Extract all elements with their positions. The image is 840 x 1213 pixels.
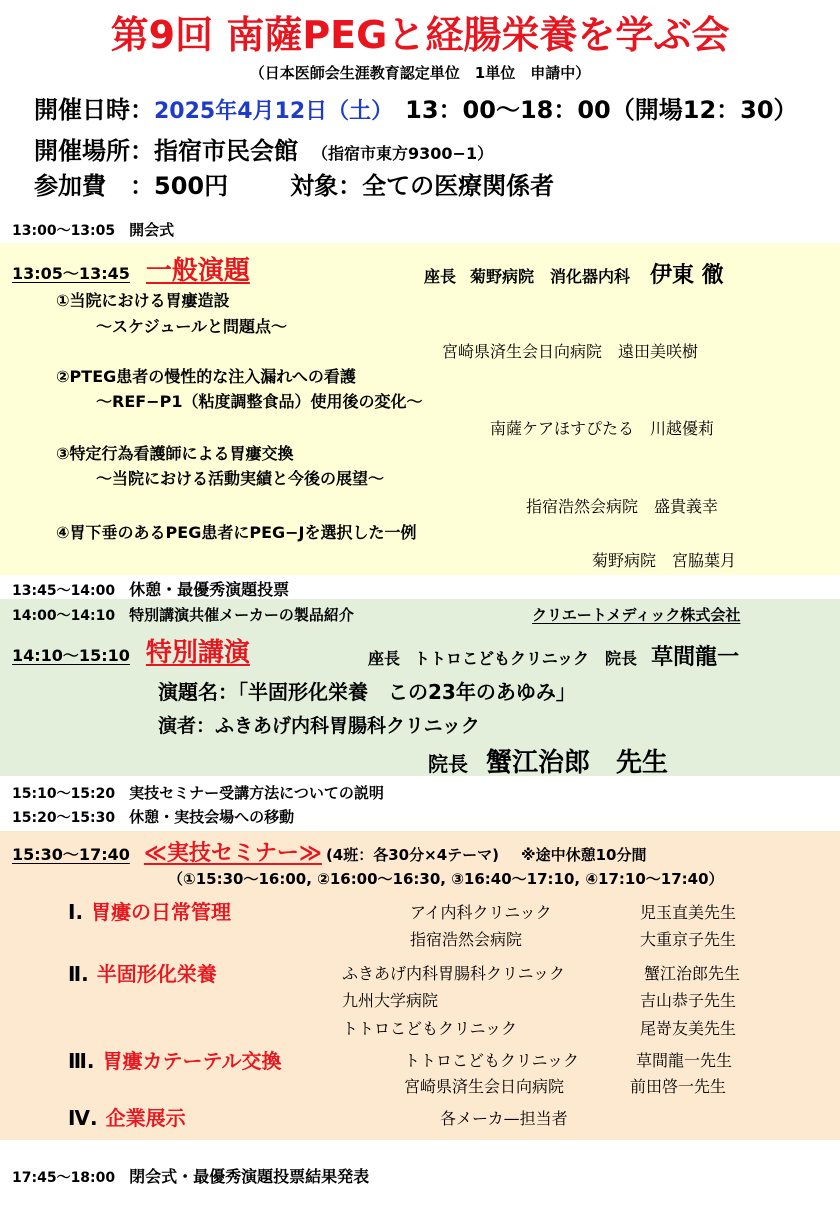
page-subtitle: （日本医師会生涯教育認定単位 1単位 申請中） (249, 64, 591, 82)
opening-row (12, 219, 174, 240)
seminar-note: (4班：各30分×4テーマ) (325, 846, 499, 864)
special-speaker-name: 蟹江治郎 先生 (486, 748, 669, 778)
general-header (12, 250, 250, 287)
date-line (34, 90, 798, 125)
break2-row (12, 806, 294, 827)
special-time: 14:10〜15:10 (12, 646, 130, 665)
special-chair-affiliation: トトロこどもクリニック 院長 (414, 649, 638, 668)
special-speaker-role: 院長 (428, 752, 468, 776)
theme-2-name-2: 吉山恭子先生 (640, 991, 737, 1010)
target-label: 対象： (290, 172, 363, 200)
theme-3-name-2: 前田啓一先生 (630, 1077, 727, 1096)
special-topic: 演題名：「半固形化栄養 この23年のあゆみ」 (158, 680, 576, 704)
seminar-header (12, 836, 646, 867)
fee-label: 参加費 ： (34, 172, 154, 200)
sponsor-time: 14:00〜14:10 (12, 608, 116, 624)
sponsor-company: クリエートメディック株式会社 (532, 606, 741, 624)
date-label: 開催日時： (34, 96, 154, 124)
theme-3-number: Ⅲ. (68, 1049, 95, 1073)
target-value: 全ての医療関係者 (362, 172, 555, 200)
theme-1-title: 胃瘻の日常管理 (91, 900, 232, 924)
special-header (12, 632, 250, 669)
closing-row (12, 1164, 369, 1187)
break1-row (12, 577, 289, 600)
theme-1-heading (68, 896, 231, 925)
general-time: 13:05〜13:45 (12, 264, 130, 283)
talk-3-speaker: 指宿浩然会病院 盛貴義幸 (526, 497, 719, 516)
talk-1-title: ①当院における胃瘻造設 (56, 291, 230, 310)
theme-1-org-2: 指宿浩然会病院 (410, 930, 523, 949)
venue-label: 開催場所： (34, 137, 154, 165)
theme-2-number: Ⅱ. (68, 962, 89, 986)
special-chair-name: 草間龍一 (651, 645, 740, 670)
theme-4-title: 企業展示 (105, 1106, 186, 1130)
break1-label: 休憩・最優秀演題投票 (129, 580, 290, 599)
time-value: 13：00〜18：00（開場12：30） (405, 96, 798, 124)
theme-2-org-2: 九州大学病院 (342, 991, 439, 1010)
explain-time: 15:10〜15:20 (12, 786, 116, 802)
special-speaker (428, 742, 668, 779)
venue-value: 指宿市民会館 (154, 137, 298, 165)
general-chair (424, 258, 724, 289)
theme-4-org-1: 各メーカ—担当者 (440, 1109, 568, 1128)
talk-2-title: ②PTEG患者の慢性的な注入漏れへの看護 (56, 367, 356, 386)
theme-1-name-2: 大重京子先生 (640, 930, 737, 949)
explain-row (12, 782, 384, 803)
theme-4-number: Ⅳ. (68, 1106, 98, 1130)
theme-2-name-1: 蟹江治郎先生 (644, 964, 741, 983)
special-chair-label: 座長 (368, 649, 401, 668)
talk-4-title: ④胃下垂のあるPEG患者にPEG−Jを選択した一例 (56, 523, 417, 542)
special-label: 特別講演 (145, 638, 250, 668)
special-speaker-line: 演者：ふきあげ内科胃腸科クリニック (158, 715, 480, 737)
talk-1-speaker: 宮崎県済生会日向病院 遠田美咲樹 (442, 342, 699, 361)
break2-label: 休憩・実技会場への移動 (129, 808, 295, 826)
talk-3-title: ③特定行為看護師による胃瘻交換 (56, 444, 294, 463)
venue-address: （指宿市東方9300−1） (312, 144, 494, 163)
theme-1-name-1: 児玉直美先生 (640, 903, 737, 922)
closing-time: 17:45〜18:00 (12, 1170, 116, 1186)
theme-2-title: 半固形化栄養 (96, 962, 217, 986)
seminar-break-note: ※途中休憩10分間 (520, 846, 647, 864)
talk-2-subtitle: 〜REF−P1（粘度調整食品）使用後の変化〜 (96, 392, 423, 411)
explain-label: 実技セミナー受講方法についての説明 (129, 784, 384, 802)
seminar-slots: （①15:30〜16:00, ②16:00〜16:30, ③16:40〜17:10, ④17:10〜17:40） (168, 870, 724, 888)
general-chair-name: 伊東 徹 (650, 263, 724, 288)
talk-4-speaker: 菊野病院 宮脇葉月 (592, 551, 737, 570)
closing-label: 閉会式・最優秀演題投票結果発表 (129, 1167, 370, 1186)
special-chair (368, 640, 739, 671)
seminar-label: ≪実技セミナー≫ (143, 841, 322, 866)
theme-2-heading (68, 958, 217, 987)
theme-3-name-1: 草間龍一先生 (636, 1051, 733, 1070)
break2-time: 15:20〜15:30 (12, 810, 116, 826)
theme-3-org-2: 宮崎県済生会日向病院 (404, 1077, 565, 1096)
theme-1-number: Ⅰ. (68, 900, 84, 924)
general-label: 一般演題 (145, 256, 250, 286)
general-chair-label: 座長 (424, 267, 457, 286)
fee-value: 500円 (154, 172, 229, 200)
talk-1-subtitle: 〜スケジュールと問題点〜 (96, 317, 288, 336)
opening-time: 13:00〜13:05 (12, 223, 116, 239)
page-title: 第9回 南薩PEGと経腸栄養を学ぶ会 (110, 13, 730, 57)
theme-1-org-1: アイ内科クリニック (410, 903, 552, 922)
seminar-time: 15:30〜17:40 (12, 845, 130, 864)
break1-time: 13:45〜14:00 (12, 583, 116, 599)
theme-3-org-1: トトロこどもクリニック (404, 1051, 580, 1070)
talk-2-speaker: 南薩ケアほすぴたる 川越優莉 (490, 419, 715, 438)
venue-line (34, 131, 493, 166)
date-value: 2025年4月12日（土） (154, 99, 394, 124)
theme-2-org-1: ふきあげ内科胃腸科クリニック (342, 964, 566, 983)
general-chair-affiliation: 菊野病院 消化器内科 (470, 267, 631, 286)
theme-3-title: 胃瘻カテーテル交換 (102, 1049, 282, 1073)
theme-2-org-3: トトロこどもクリニック (342, 1019, 518, 1038)
sponsor-label: 特別講演共催メーカーの製品紹介 (129, 606, 354, 624)
theme-2-name-3: 尾嵜友美先生 (640, 1019, 737, 1038)
talk-3-subtitle: 〜当院における活動実績と今後の展望〜 (96, 469, 385, 488)
theme-3-heading (68, 1045, 282, 1074)
sponsor-row (12, 604, 354, 625)
theme-4-heading (68, 1102, 186, 1131)
fee-line (34, 166, 554, 201)
opening-label: 開会式 (129, 221, 175, 239)
